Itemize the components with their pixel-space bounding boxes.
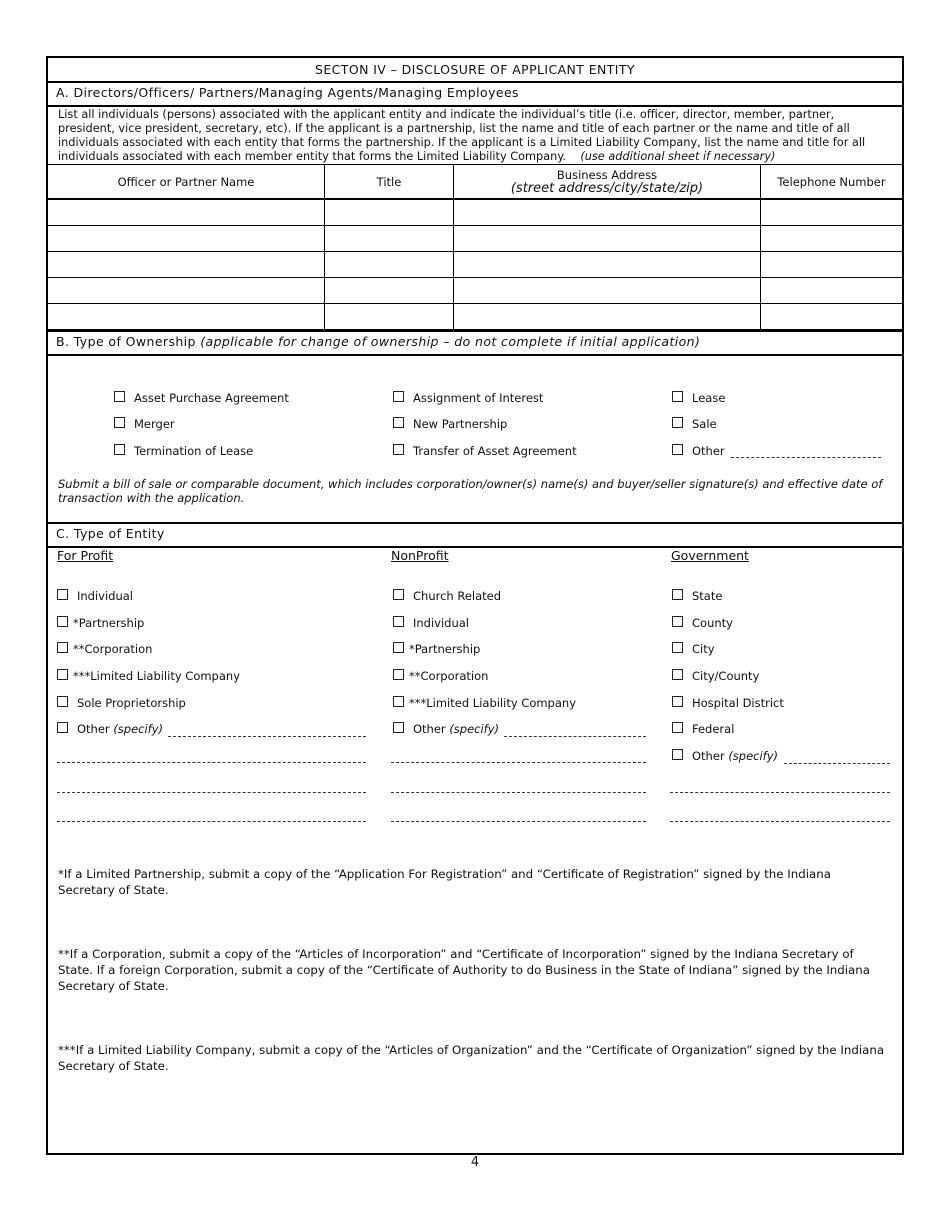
- option-label: Sole Proprietorship: [77, 696, 186, 710]
- option-label: Asset Purchase Agreement: [134, 391, 289, 405]
- part-a-instructions-text: List all individuals (persons) associated with the applicant entity and indicate the individual’s title (i.e. officer, director, member, partner, president, vice president, secretary, etc). If the applicant is a partnership, list the name and title of each partner or the name and title of all individuals associated with each entity that forms the partnership. If the applicant is a Limited Liability Company, list the name and title for all individuals associated with each member entity that forms the Limited Liability Company.: [58, 108, 866, 163]
- np-other[interactable]: [393, 722, 499, 736]
- part-a-instructions-italic: (use additional sheet if necessary): [580, 150, 776, 163]
- checkbox-icon[interactable]: [393, 696, 404, 707]
- np-llc[interactable]: [393, 696, 576, 710]
- option-merger[interactable]: [114, 417, 175, 431]
- fp-llc[interactable]: [57, 669, 240, 683]
- table-row: [48, 252, 902, 278]
- option-label: **Corporation: [409, 669, 489, 683]
- note-corporation: **If a Corporation, submit a copy of the “Articles of Incorporation” and “Certificate of Incorporation” signed by the Indiana Secretary of State. If a foreign Corporation, submit a copy of the “Certificate of Authority to do Business in the State of Indiana” signed by the Indiana Secretary of State.: [58, 947, 870, 993]
- fp-partnership[interactable]: [57, 616, 144, 630]
- specify-label: (specify): [113, 722, 164, 736]
- name-cell[interactable]: [48, 304, 325, 330]
- checkbox-icon[interactable]: [393, 391, 404, 402]
- form-frame: [46, 56, 904, 1155]
- phone-cell[interactable]: [761, 278, 903, 304]
- title-cell[interactable]: [325, 226, 454, 252]
- option-label: Merger: [134, 417, 175, 431]
- checkbox-icon[interactable]: [57, 669, 68, 680]
- checkbox-icon[interactable]: [393, 589, 404, 600]
- option-label: ***Limited Liability Company: [73, 669, 241, 683]
- part-a-heading: A. Directors/Officers/ Partners/Managing Agents/Managing Employees: [56, 85, 519, 100]
- checkbox-icon[interactable]: [393, 417, 404, 428]
- divider: [48, 105, 902, 107]
- col-business-address-sub: (street address/city/state/zip): [510, 180, 704, 196]
- option-other-ownership[interactable]: [672, 444, 725, 458]
- checkbox-icon[interactable]: [672, 749, 683, 760]
- checkbox-icon[interactable]: [393, 669, 404, 680]
- phone-cell[interactable]: [761, 226, 903, 252]
- gov-state[interactable]: [672, 589, 722, 603]
- checkbox-icon[interactable]: [114, 391, 125, 402]
- address-cell[interactable]: [454, 199, 761, 226]
- title-cell[interactable]: [325, 252, 454, 278]
- checkbox-icon[interactable]: [57, 696, 68, 707]
- specify-label: (specify): [728, 749, 779, 763]
- np-blank-line[interactable]: [391, 762, 646, 763]
- option-label: Other: [413, 722, 446, 736]
- option-lease[interactable]: [672, 391, 725, 405]
- checkbox-icon[interactable]: [57, 616, 68, 627]
- specify-label: (specify): [449, 722, 500, 736]
- checkbox-icon[interactable]: [672, 391, 683, 402]
- gov-federal[interactable]: [672, 722, 734, 736]
- checkbox-icon[interactable]: [672, 589, 683, 600]
- for-profit-heading: For Profit: [57, 548, 114, 563]
- option-asset-purchase[interactable]: [114, 391, 289, 405]
- np-other-line[interactable]: [504, 736, 646, 737]
- option-label: Termination of Lease: [134, 444, 254, 458]
- gov-blank-line[interactable]: [670, 821, 890, 822]
- option-label: ***Limited Liability Company: [409, 696, 577, 710]
- option-assignment-of-interest[interactable]: [393, 391, 543, 405]
- address-cell[interactable]: [454, 278, 761, 304]
- checkbox-icon[interactable]: [57, 642, 68, 653]
- option-new-partnership[interactable]: [393, 417, 507, 431]
- fp-blank-line[interactable]: [57, 821, 366, 822]
- option-label: Individual: [77, 589, 134, 603]
- title-cell[interactable]: [325, 278, 454, 304]
- fp-other[interactable]: [57, 722, 163, 736]
- np-blank-line[interactable]: [391, 821, 646, 822]
- np-church-related[interactable]: [393, 589, 501, 603]
- fp-blank-line[interactable]: [57, 792, 366, 793]
- np-partnership[interactable]: [393, 642, 480, 656]
- option-label: **Corporation: [73, 642, 153, 656]
- checkbox-icon[interactable]: [57, 722, 68, 733]
- part-b-note: Submit a bill of sale or comparable document, which includes corporation/owner(s) name(s) and buyer/seller signature(s) and effective date of transaction with the application.: [58, 477, 883, 505]
- part-b-heading-italic: (applicable for change of ownership – do not complete if initial application): [200, 334, 701, 349]
- col-officer-name: Officer or Partner Name: [48, 165, 325, 200]
- gov-other-line[interactable]: [784, 763, 890, 764]
- name-cell[interactable]: [48, 278, 325, 304]
- fp-sole-proprietorship[interactable]: [57, 696, 186, 710]
- option-label: Lease: [692, 391, 726, 405]
- nonprofit-heading: NonProfit: [391, 548, 449, 563]
- address-cell[interactable]: [454, 304, 761, 330]
- table-row: [48, 226, 902, 252]
- col-business-address: [454, 165, 761, 200]
- name-cell[interactable]: [48, 199, 325, 226]
- checkbox-icon[interactable]: [393, 444, 404, 455]
- table-row: [48, 304, 902, 330]
- option-label: *Partnership: [409, 642, 481, 656]
- checkbox-icon[interactable]: [393, 616, 404, 627]
- fp-other-line[interactable]: [168, 736, 366, 737]
- part-a-instructions: [58, 108, 888, 164]
- option-label: Church Related: [413, 589, 502, 603]
- divider: [48, 522, 902, 524]
- fp-individual[interactable]: [57, 589, 133, 603]
- checkbox-icon[interactable]: [672, 417, 683, 428]
- gov-city[interactable]: [672, 642, 715, 656]
- part-c-heading: C. Type of Entity: [56, 526, 165, 541]
- option-label: Individual: [413, 616, 470, 630]
- option-label: City: [692, 642, 715, 656]
- divider: [48, 546, 902, 548]
- option-label: Sale: [692, 417, 717, 431]
- gov-other[interactable]: [672, 749, 778, 763]
- name-cell[interactable]: [48, 252, 325, 278]
- option-label: Federal: [692, 722, 735, 736]
- other-ownership-line[interactable]: [731, 457, 881, 458]
- np-corporation[interactable]: [393, 669, 488, 683]
- page-number: 4: [470, 1155, 480, 1170]
- checkbox-icon[interactable]: [672, 616, 683, 627]
- checkbox-icon[interactable]: [393, 642, 404, 653]
- phone-cell[interactable]: [761, 199, 903, 226]
- government-heading: Government: [671, 548, 749, 563]
- name-cell[interactable]: [48, 226, 325, 252]
- option-label: Other: [692, 444, 725, 458]
- gov-county[interactable]: [672, 616, 733, 630]
- option-label: Other: [692, 749, 725, 763]
- checkbox-icon[interactable]: [57, 589, 68, 600]
- phone-cell[interactable]: [761, 252, 903, 278]
- option-label: County: [692, 616, 733, 630]
- section-title: SECTON IV – DISCLOSURE OF APPLICANT ENTITY: [315, 62, 635, 77]
- officers-table: [48, 164, 902, 330]
- table-row: [48, 278, 902, 304]
- divider: [48, 330, 902, 332]
- fp-corporation[interactable]: [57, 642, 152, 656]
- checkbox-icon[interactable]: [672, 669, 683, 680]
- note-partnership: *If a Limited Partnership, submit a copy of the “Application For Registration” and “Certificate of Registration” signed by the Indiana Secretary of State.: [58, 867, 831, 897]
- title-cell[interactable]: [325, 199, 454, 226]
- option-label: City/County: [692, 669, 760, 683]
- option-label: Assignment of Interest: [413, 391, 544, 405]
- checkbox-icon[interactable]: [672, 642, 683, 653]
- np-individual[interactable]: [393, 616, 469, 630]
- address-cell[interactable]: [454, 252, 761, 278]
- option-label: Hospital District: [692, 696, 784, 710]
- checkbox-icon[interactable]: [393, 722, 404, 733]
- gov-hospital-district[interactable]: [672, 696, 784, 710]
- checkbox-icon[interactable]: [114, 444, 125, 455]
- option-label: New Partnership: [413, 417, 508, 431]
- option-label: Other: [77, 722, 110, 736]
- part-b-heading: [56, 334, 700, 349]
- fp-blank-line[interactable]: [57, 762, 366, 763]
- checkbox-icon[interactable]: [672, 444, 683, 455]
- option-transfer-of-asset[interactable]: [393, 444, 577, 458]
- note-llc: ***If a Limited Liability Company, submit a copy of the “Articles of Organization” and the “Certificate of Organization” signed by the Indiana Secretary of State.: [58, 1043, 885, 1073]
- col-telephone: Telephone Number: [761, 165, 903, 200]
- phone-cell[interactable]: [761, 304, 903, 330]
- checkbox-icon[interactable]: [114, 417, 125, 428]
- part-b-heading-text: B. Type of Ownership: [56, 334, 196, 349]
- table-header-row: [48, 165, 902, 200]
- gov-city-county[interactable]: [672, 669, 759, 683]
- divider: [48, 354, 902, 356]
- gov-blank-line[interactable]: [670, 792, 890, 793]
- option-label: Transfer of Asset Agreement: [413, 444, 577, 458]
- title-cell[interactable]: [325, 304, 454, 330]
- address-cell[interactable]: [454, 226, 761, 252]
- np-blank-line[interactable]: [391, 792, 646, 793]
- col-title: Title: [325, 165, 454, 200]
- option-sale[interactable]: [672, 417, 717, 431]
- option-label: State: [692, 589, 723, 603]
- checkbox-icon[interactable]: [672, 696, 683, 707]
- divider: [48, 81, 902, 83]
- option-termination-of-lease[interactable]: [114, 444, 253, 458]
- table-row: [48, 199, 902, 226]
- col-business-address-label: Business Address: [556, 167, 658, 182]
- option-label: *Partnership: [73, 616, 145, 630]
- checkbox-icon[interactable]: [672, 722, 683, 733]
